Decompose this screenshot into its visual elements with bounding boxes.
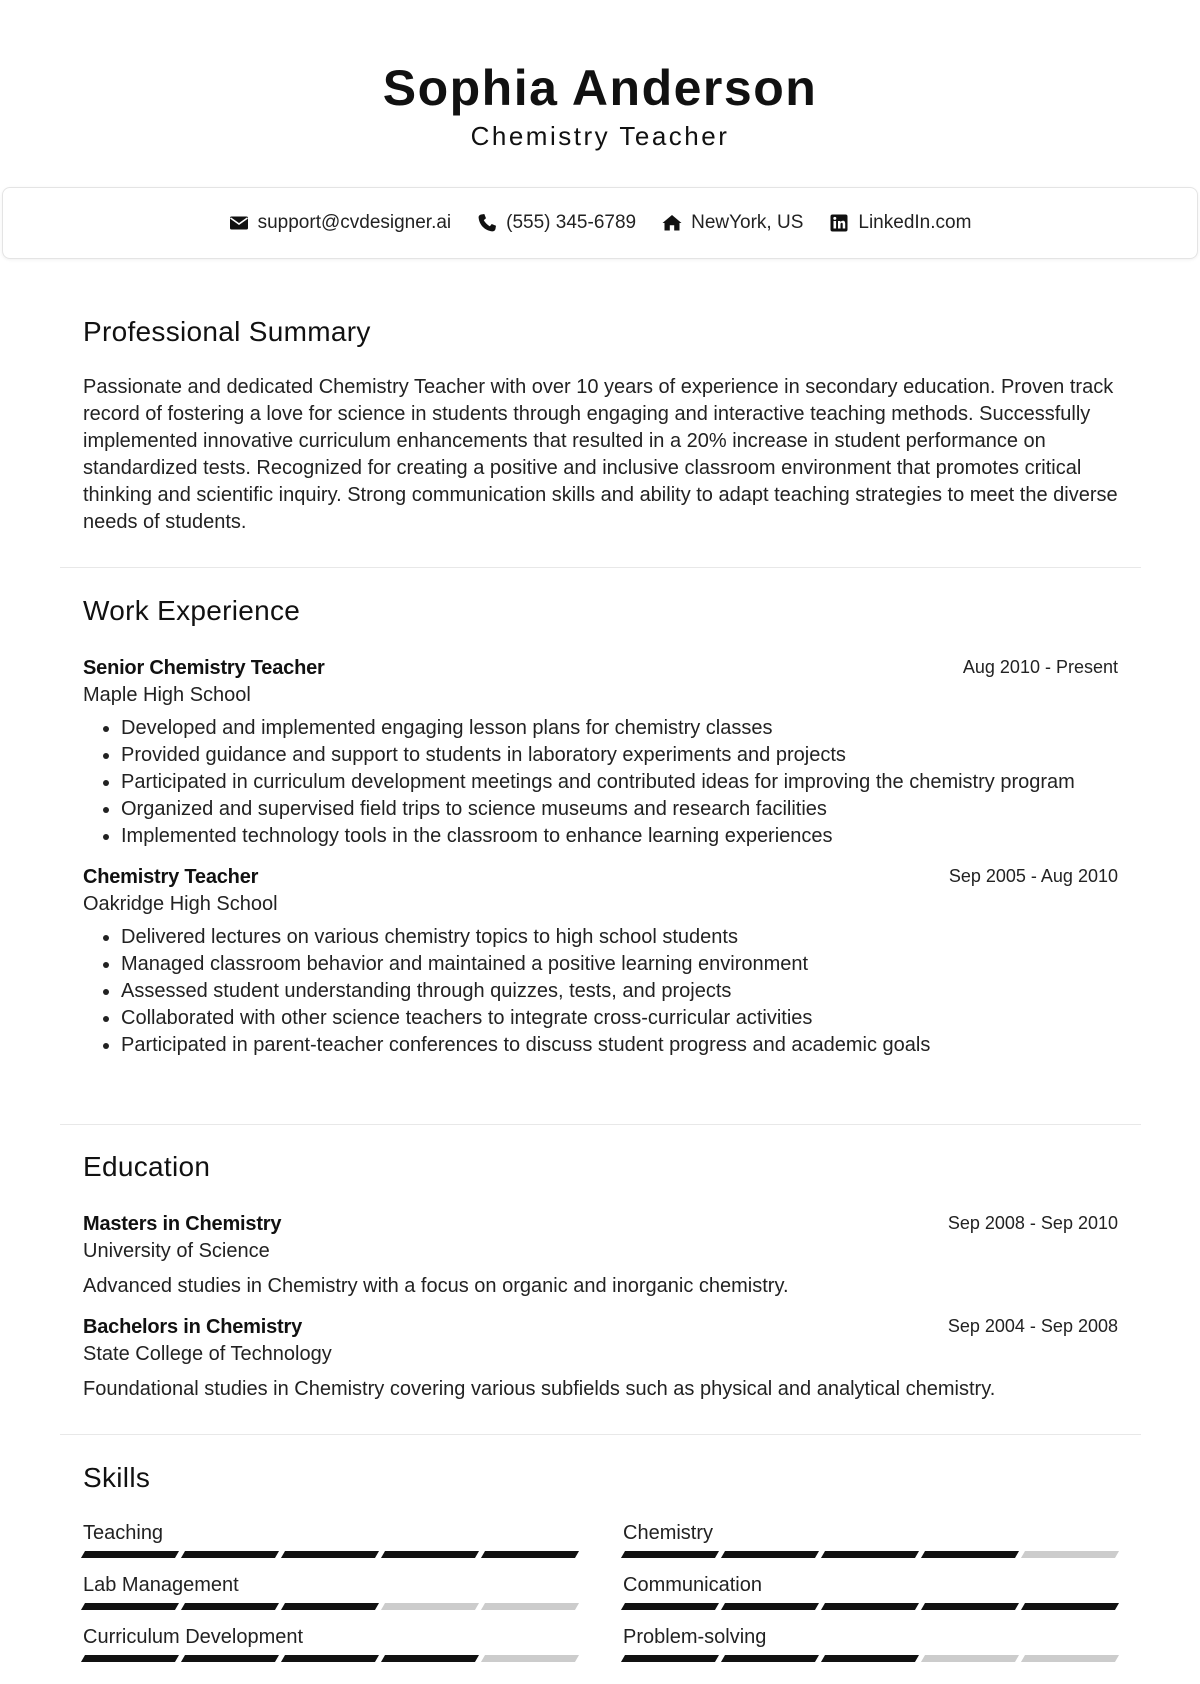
skill-level-bar xyxy=(83,1603,577,1610)
skill-level-segment xyxy=(721,1603,819,1610)
education-date: Sep 2004 - Sep 2008 xyxy=(947,1316,1118,1336)
skill-level-segment xyxy=(281,1603,379,1610)
skill-item xyxy=(83,1624,577,1662)
skill-item xyxy=(623,1624,1117,1662)
skill-level-segment xyxy=(181,1551,279,1558)
list-item: • Assessed student understanding through quizzes, tests, and projects xyxy=(121,978,1118,1005)
job-date: Aug 2010 - Present xyxy=(962,657,1118,677)
skill-level-bar xyxy=(83,1551,577,1558)
skill-level-segment xyxy=(381,1551,479,1558)
skill-item xyxy=(623,1572,1117,1610)
job-date: Sep 2005 - Aug 2010 xyxy=(948,866,1118,886)
contact-email-text: support@cvdesigner.ai xyxy=(257,212,452,233)
education-section xyxy=(60,1151,1141,1403)
education-entry xyxy=(83,1314,1118,1403)
skill-level-segment xyxy=(721,1551,819,1558)
contact-phone[interactable] xyxy=(477,212,636,234)
education-description: Foundational studies in Chemistry covering various subfields such as physical and analytical chemistry. xyxy=(83,1378,996,1400)
school-name: University of Science xyxy=(83,1240,270,1262)
skill-level-segment xyxy=(181,1603,279,1610)
linkedin-icon xyxy=(829,213,849,233)
skill-name: Teaching xyxy=(83,1522,164,1544)
skill-level-segment xyxy=(481,1551,579,1558)
skill-level-segment xyxy=(81,1655,179,1662)
section-divider xyxy=(60,1124,1141,1125)
education-entry xyxy=(83,1211,1118,1300)
skill-level-segment xyxy=(281,1655,379,1662)
job-bullets xyxy=(83,924,1118,1059)
candidate-name: Sophia Anderson xyxy=(382,60,818,116)
skill-level-segment xyxy=(181,1655,279,1662)
skill-level-segment xyxy=(81,1603,179,1610)
summary-heading: Professional Summary xyxy=(83,316,371,347)
skill-level-segment xyxy=(821,1655,919,1662)
skill-level-segment xyxy=(1021,1551,1119,1558)
school-name: State College of Technology xyxy=(83,1343,332,1365)
list-item: • Organized and supervised field trips to science museums and research facilities xyxy=(121,796,1118,823)
list-item: • Participated in curriculum development meetings and contributed ideas for improving the chemistry program xyxy=(121,769,1118,796)
job-title: Senior Chemistry Teacher xyxy=(83,657,325,679)
skill-level-segment xyxy=(621,1655,719,1662)
skills-heading: Skills xyxy=(83,1462,151,1493)
skill-level-segment xyxy=(381,1655,479,1662)
skills-grid xyxy=(83,1520,1118,1662)
degree-title: Bachelors in Chemistry xyxy=(83,1316,303,1338)
skill-level-segment xyxy=(81,1551,179,1558)
skill-name: Chemistry xyxy=(623,1522,714,1544)
degree-title: Masters in Chemistry xyxy=(83,1213,282,1235)
list-item: • Collaborated with other science teachers to integrate cross-curricular activities xyxy=(121,1005,1118,1032)
contact-linkedin[interactable] xyxy=(829,212,971,234)
experience-section xyxy=(60,595,1141,1059)
skill-level-segment xyxy=(621,1603,719,1610)
skill-level-segment xyxy=(621,1551,719,1558)
skill-level-segment xyxy=(281,1551,379,1558)
skill-level-segment xyxy=(721,1655,819,1662)
skill-level-bar xyxy=(623,1655,1117,1662)
list-item: • Managed classroom behavior and maintained a positive learning environment xyxy=(121,951,1118,978)
skill-item xyxy=(83,1572,577,1610)
skill-level-segment xyxy=(921,1655,1019,1662)
skill-level-segment xyxy=(1021,1655,1119,1662)
contact-phone-text: (555) 345-6789 xyxy=(506,212,637,233)
skill-name: Curriculum Development xyxy=(83,1626,304,1648)
job-bullets xyxy=(83,715,1118,850)
education-description: Advanced studies in Chemistry with a focus on organic and inorganic chemistry. xyxy=(83,1275,789,1297)
contact-bar xyxy=(2,187,1198,259)
list-item: • Implemented technology tools in the classroom to enhance learning experiences xyxy=(121,823,1118,850)
list-item: • Participated in parent-teacher conferences to discuss student progress and academic goals xyxy=(121,1032,1118,1059)
skill-level-segment xyxy=(481,1655,579,1662)
envelope-icon xyxy=(229,213,249,233)
education-date: Sep 2008 - Sep 2010 xyxy=(947,1213,1118,1233)
skill-level-segment xyxy=(821,1603,919,1610)
contact-linkedin-text: LinkedIn.com xyxy=(858,212,972,233)
experience-heading: Work Experience xyxy=(83,595,301,626)
skill-level-bar xyxy=(83,1655,577,1662)
list-item: • Provided guidance and support to students in laboratory experiments and projects xyxy=(121,742,1118,769)
summary-section xyxy=(60,316,1141,536)
list-item: • Delivered lectures on various chemistry topics to high school students xyxy=(121,924,1118,951)
skill-level-bar xyxy=(623,1551,1117,1558)
skill-level-segment xyxy=(481,1603,579,1610)
summary-text: Passionate and dedicated Chemistry Teacher with over 10 years of experience in secondary education. Proven track record of fostering a love for science in students through engaging and interactive teaching methods. Successfully implemented innovative curriculum enhancements that resulted in a 20% increase in student performance on standardized tests. Recognized for creating a positive and inclusive classroom environment that promotes critical thinking and scientific inquiry. Strong communication skills and ability to adapt teaching strategies to meet the diverse needs of students. xyxy=(83,376,1118,533)
skill-name: Problem-solving xyxy=(623,1626,767,1648)
contact-email[interactable] xyxy=(229,212,452,234)
section-divider xyxy=(60,567,1141,568)
list-item: • Developed and implemented engaging lesson plans for chemistry classes xyxy=(121,715,1118,742)
job-entry xyxy=(83,864,1118,1059)
skill-level-segment xyxy=(1021,1603,1119,1610)
skill-name: Communication xyxy=(623,1574,762,1596)
skill-level-segment xyxy=(921,1551,1019,1558)
job-employer: Oakridge High School xyxy=(83,893,278,915)
contact-location xyxy=(662,212,803,234)
phone-icon xyxy=(477,213,497,233)
home-icon xyxy=(662,213,682,233)
skill-level-bar xyxy=(623,1603,1117,1610)
candidate-title: Chemistry Teacher xyxy=(470,121,730,151)
job-entry xyxy=(83,655,1118,850)
resume-header xyxy=(0,0,1200,152)
skills-section xyxy=(60,1462,1141,1662)
education-heading: Education xyxy=(83,1151,211,1182)
skill-level-segment xyxy=(821,1551,919,1558)
job-employer: Maple High School xyxy=(83,684,251,706)
skill-level-segment xyxy=(921,1603,1019,1610)
skill-level-segment xyxy=(381,1603,479,1610)
contact-location-text: NewYork, US xyxy=(691,212,804,233)
skill-item xyxy=(83,1520,577,1558)
skill-item xyxy=(623,1520,1117,1558)
skill-name: Lab Management xyxy=(83,1574,239,1596)
job-title: Chemistry Teacher xyxy=(83,866,259,888)
section-divider xyxy=(60,1434,1141,1435)
